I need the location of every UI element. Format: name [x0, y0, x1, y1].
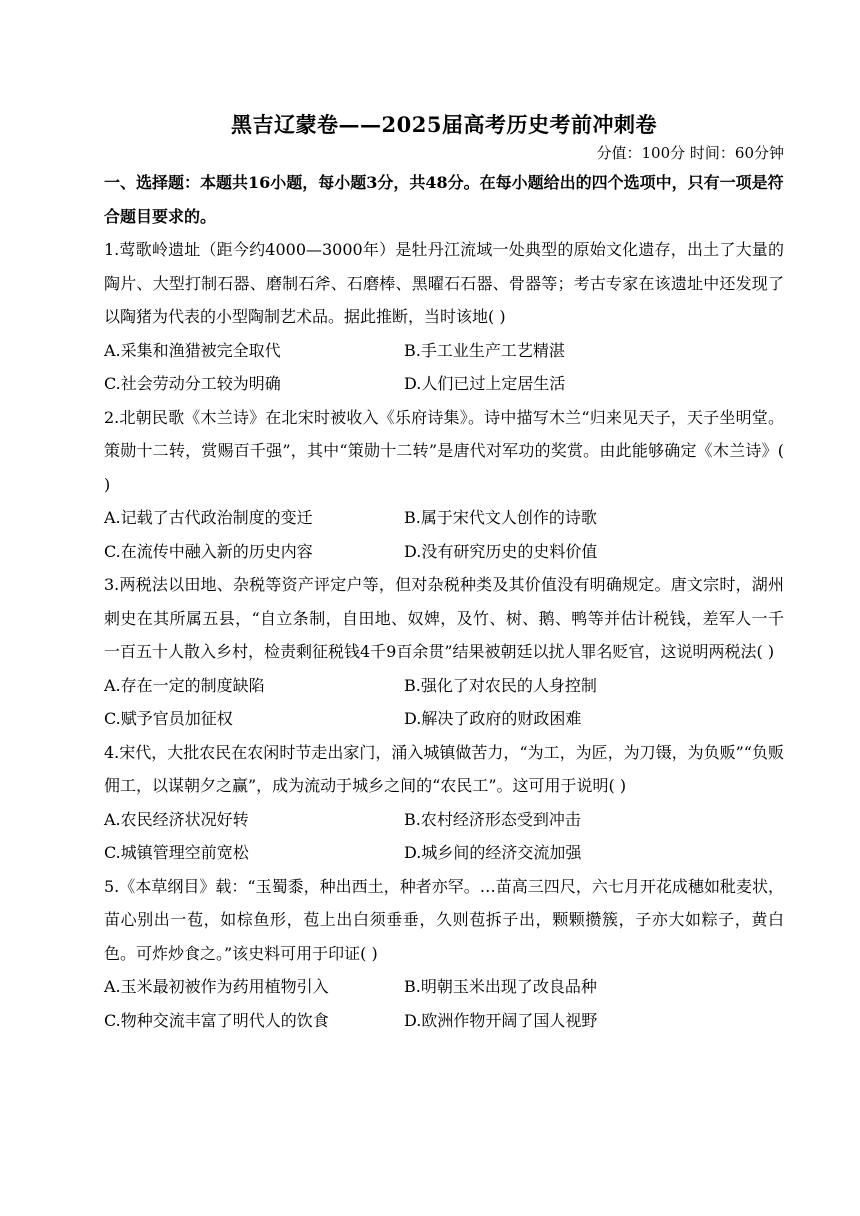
- option-a: A.存在一定的制度缺陷: [104, 675, 265, 695]
- question-2: [104, 401, 784, 569]
- section-heading: 一、选择题：本题共16小题，每小题3分，共48分。在每小题给出的四个选项中，只有一项是符合题目要求的。: [104, 173, 784, 226]
- option-list: [104, 501, 784, 568]
- option-list: [104, 669, 784, 736]
- exam-page: [104, 110, 784, 1037]
- question-1: [104, 233, 784, 401]
- question-3: [104, 568, 784, 736]
- option-c: C.在流传中融入新的历史内容: [104, 541, 313, 561]
- option-b: B.强化了对农民的人身控制: [404, 675, 597, 695]
- question-4: [104, 736, 784, 870]
- option-a: A.采集和渔猎被完全取代: [104, 340, 281, 360]
- option-c: C.社会劳动分工较为明确: [104, 374, 281, 393]
- option-d: D.解决了政府的财政困难: [404, 709, 582, 728]
- question-stem: 3.两税法以田地、杂税等资产评定户等，但对杂税种类及其价值没有明确规定。唐文宗时，湖州刺史在其所属五县，“自立条制，自田地、奴婢，及竹、树、鹅、鸭等并估计税钱，差军人一千一百五十人散入乡村，检责剩征税钱4千9百余贯”结果被朝廷以扰人罪名贬官，这说明两税法( ): [104, 575, 784, 661]
- question-stem: 4.宋代，大批农民在农闲时节走出家门，涌入城镇做苦力，“为工，为匠，为刀镊，为负贩”“负贩佣工，以谋朝夕之赢”，成为流动于城乡之间的“农民工”。这可用于说明( ): [104, 742, 784, 795]
- question-5: [104, 870, 784, 1038]
- option-a: A.记载了古代政治制度的变迁: [104, 508, 313, 527]
- exam-title: 黑吉辽蒙卷——2025届高考历史考前冲刺卷: [231, 112, 657, 137]
- option-b: B.属于宋代文人创作的诗歌: [404, 508, 597, 527]
- option-d: D.城乡间的经济交流加强: [404, 843, 582, 862]
- option-d: D.欧洲作物开阔了国人视野: [404, 1010, 598, 1030]
- score-time-info: 分值：100分 时间：60分钟: [596, 144, 784, 162]
- option-b: B.明朝玉米出现了改良品种: [404, 977, 597, 996]
- option-list: [104, 803, 784, 870]
- option-d: D.人们已过上定居生活: [404, 374, 566, 393]
- question-stem: 2.北朝民歌《木兰诗》在北宋时被收入《乐府诗集》。诗中描写木兰“归来见天子，天子坐明堂。策勋十二转，赏赐百千强”，其中“策勋十二转”是唐代对军功的奖赏。由此能够确定《木兰诗》( ): [104, 407, 784, 494]
- option-list: [104, 334, 784, 401]
- option-c: C.赋予官员加征权: [104, 709, 233, 728]
- option-c: C.城镇管理空前宽松: [104, 843, 249, 862]
- option-b: B.农村经济形态受到冲击: [404, 809, 581, 829]
- option-list: [104, 970, 784, 1037]
- question-stem: 5.《本草纲目》载：“玉蜀黍，种出西土，种者亦罕。…苗高三四尺，六七月开花成穗如秕麦状，苗心别出一苞，如棕鱼形，苞上出白须垂垂，久则苞拆子出，颗颗攒簇，子亦大如粽子，黄白色。可炸炒食之。”该史料可用于印证( ): [104, 876, 784, 963]
- option-b: B.手工业生产工艺精湛: [404, 340, 565, 360]
- option-d: D.没有研究历史的史料价值: [404, 541, 598, 561]
- option-a: A.农民经济状况好转: [104, 809, 249, 829]
- option-c: C.物种交流丰富了明代人的饮食: [104, 1010, 329, 1030]
- question-stem: 1.莺歌岭遗址（距今约4000—3000年）是牡丹江流域一处典型的原始文化遗存，出土了大量的陶片、大型打制石器、磨制石斧、石磨棒、黑曜石石器、骨器等；考古专家在该遗址中还发现了以陶猪为代表的小型陶制艺术品。据此推断，当时该地( ): [104, 240, 784, 326]
- option-a: A.玉米最初被作为药用植物引入: [104, 977, 329, 996]
